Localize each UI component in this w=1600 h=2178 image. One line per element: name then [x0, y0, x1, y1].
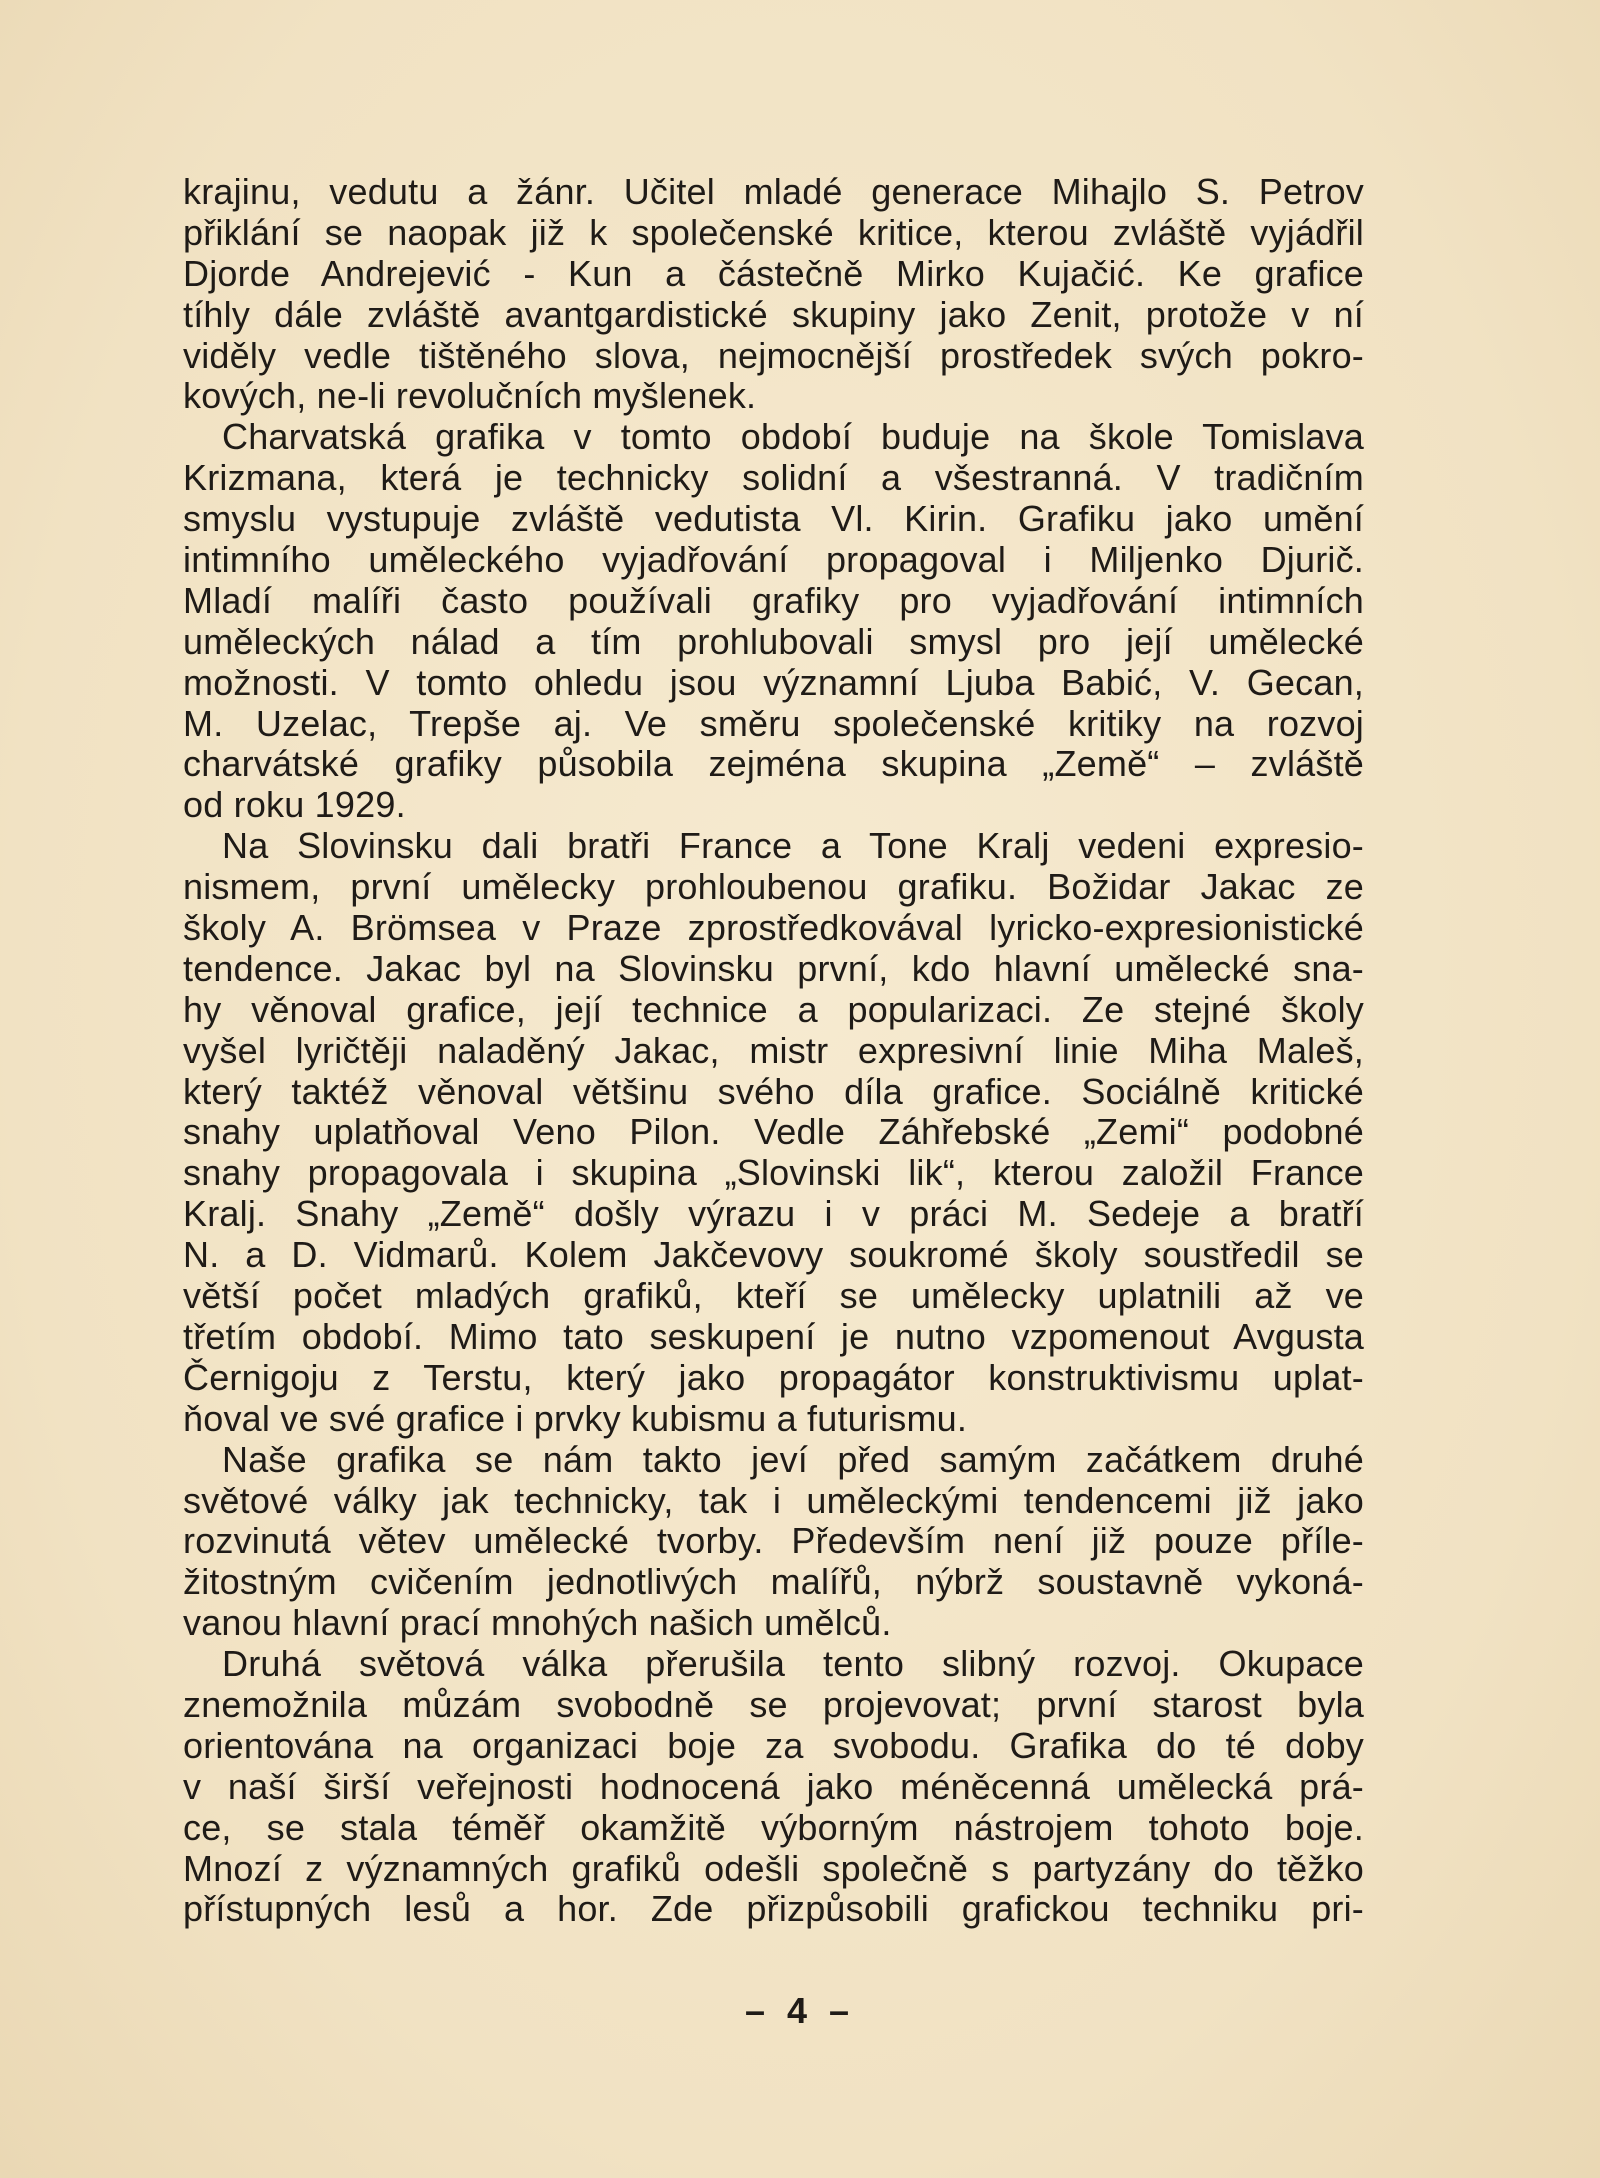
page-number: – 4 – [744, 1990, 856, 2031]
text-line: viděly vedle tištěného slova, nejmocnější prostředek svých pokro- [183, 334, 1364, 376]
text-line: přiklání se naopak již k společenské kritice, kterou zvláště vyjádřil [183, 211, 1364, 253]
paragraph [183, 1644, 1364, 1930]
text-line: znemožnila můzám svobodně se projevovat; první starost byla [183, 1683, 1364, 1725]
text-line: možnosti. V tomto ohledu jsou významní Ljuba Babić, V. Gecan, [183, 661, 1364, 703]
text-line: přístupných lesů a hor. Zde přizpůsobili grafickou techniku pri- [183, 1888, 1364, 1930]
text-line: tendence. Jakac byl na Slovinsku první, kdo hlavní umělecké sna- [183, 947, 1364, 989]
text-line: Djorde Andrejević - Kun a částečně Mirko Kujačić. Ke grafice [183, 252, 1364, 294]
text-line: který taktéž věnoval většinu svého díla grafice. Sociálně kritické [183, 1070, 1364, 1112]
text-line: N. a D. Vidmarů. Kolem Jakčevovy soukromé školy soustředil se [183, 1234, 1364, 1276]
text-line: Charvatská grafika v tomto období buduje na škole Tomislava [222, 416, 1364, 458]
text-line: orientována na organizaci boje za svobodu. Grafika do té doby [183, 1724, 1364, 1766]
text-line: v naší širší veřejnosti hodnocená jako méněcenná umělecká prá- [183, 1765, 1364, 1807]
text-line: ňoval ve své grafice i prvky kubismu a futurismu. [183, 1397, 968, 1439]
text-line: kových, ne-li revolučních myšlenek. [183, 375, 757, 417]
text-line: větší počet mladých grafiků, kteří se umělecky uplatnili až ve [183, 1275, 1364, 1317]
paragraph [183, 172, 1364, 417]
text-line: krajinu, vedutu a žánr. Učitel mladé generace Mihajlo S. Petrov [183, 171, 1364, 212]
text-line: tíhly dále zvláště avantgardistické skupiny jako Zenit, protože v ní [183, 293, 1364, 335]
text-line: uměleckých nálad a tím prohlubovali smysl pro její umělecké [183, 620, 1364, 662]
text-line: vyšel lyričtěji naladěný Jakac, mistr expresivní linie Miha Maleš, [183, 1029, 1364, 1071]
text-line: vanou hlavní prací mnohých našich umělců. [183, 1602, 892, 1644]
text-line: světové války jak technicky, tak i uměleckými tendencemi již jako [183, 1479, 1364, 1521]
text-line: snahy uplatňoval Veno Pilon. Vedle Záhřebské „Zemi“ podobné [183, 1111, 1364, 1153]
text-line: smyslu vystupuje zvláště vedutista Vl. Kirin. Grafiku jako umění [183, 498, 1364, 540]
text-line: charvátské grafiky působila zejména skupina „Země“ – zvláště [183, 743, 1364, 785]
paragraph [183, 1440, 1364, 1644]
text-line: hy věnoval grafice, její technice a popularizaci. Ze stejné školy [183, 988, 1364, 1030]
text-line: Na Slovinsku dali bratři France a Tone Kralj vedeni expresio- [222, 825, 1364, 867]
text-line: žitostným cvičením jednotlivých malířů, nýbrž soustavně vykoná- [183, 1561, 1364, 1603]
text-line: od roku 1929. [183, 784, 406, 826]
text-line: Mnozí z významných grafiků odešli společně s partyzány do těžko [183, 1847, 1364, 1889]
text-line: Krizmana, která je technicky solidní a všestranná. V tradičním [183, 457, 1364, 499]
text-line: rozvinutá větev umělecké tvorby. Především není již pouze příle- [183, 1520, 1364, 1562]
text-line: Naše grafika se nám takto jeví před samým začátkem druhé [222, 1438, 1364, 1480]
paragraph [183, 417, 1364, 826]
text-line: Druhá světová válka přerušila tento slibný rozvoj. Okupace [222, 1643, 1364, 1685]
text-line: Kralj. Snahy „Země“ došly výrazu i v práci M. Sedeje a bratří [183, 1193, 1364, 1235]
text-line: školy A. Brömsea v Praze zprostředkovával lyricko-expresionistické [183, 907, 1364, 949]
text-line: snahy propagovala i skupina „Slovinski lik“, kterou založil France [183, 1152, 1364, 1194]
text-line: intimního uměleckého vyjadřování propagoval i Miljenko Djurič. [183, 539, 1364, 581]
text-line: třetím období. Mimo tato seskupení je nutno vzpomenout Avgusta [183, 1315, 1364, 1357]
text-line: M. Uzelac, Trepše aj. Ve směru společenské kritiky na rozvoj [183, 702, 1364, 744]
text-line: Mladí malíři často používali grafiky pro vyjadřování intimních [183, 579, 1364, 621]
paragraph [183, 826, 1364, 1439]
text-line: nismem, první umělecky prohloubenou grafiku. Božidar Jakac ze [183, 866, 1364, 908]
text-line: ce, se stala téměř okamžitě výborným nástrojem tohoto boje. [183, 1806, 1364, 1848]
text-line: Černigoju z Terstu, který jako propagátor konstruktivismu uplat- [183, 1356, 1364, 1398]
body-text [183, 172, 1364, 1930]
